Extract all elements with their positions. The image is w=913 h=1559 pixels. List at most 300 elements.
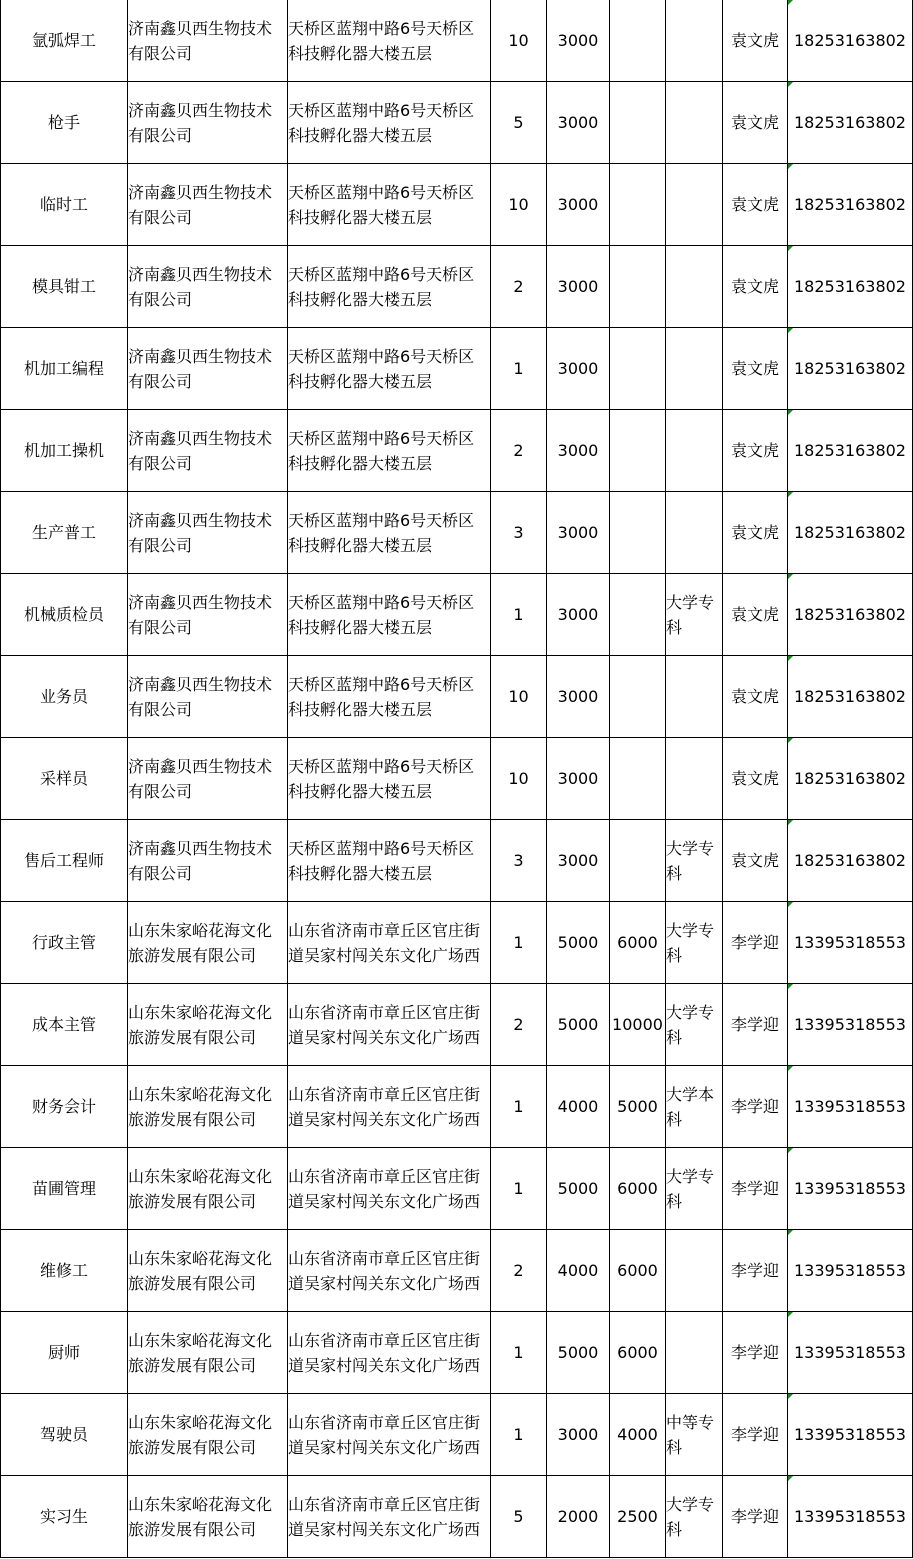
contact-cell[interactable] [723,820,788,902]
education-cell-text: 中等专科 [666,1412,715,1457]
headcount-cell-text: 3 [513,851,524,870]
contact-cell[interactable] [723,574,788,656]
headcount-cell[interactable] [491,1394,547,1476]
contact-cell[interactable] [723,902,788,984]
address-cell-text: 天桥区蓝翔中路6号天桥区科技孵化器大楼五层 [288,510,475,555]
salary-min-cell-text: 5000 [557,1343,599,1362]
address-cell-text: 天桥区蓝翔中路6号天桥区科技孵化器大楼五层 [288,100,475,145]
salary-min-cell[interactable] [547,410,610,492]
phone-cell-text: 18253163802 [794,687,906,706]
address-cell[interactable] [288,492,491,574]
salary-max-cell[interactable] [610,574,666,656]
phone-cell[interactable] [788,1312,913,1394]
position-cell[interactable] [1,656,128,738]
salary-min-cell-text: 5000 [557,1015,599,1034]
address-cell-text: 天桥区蓝翔中路6号天桥区科技孵化器大楼五层 [288,18,475,63]
salary-min-cell-text: 3000 [557,195,599,214]
position-cell[interactable] [1,1066,128,1148]
table-row [1,820,913,902]
salary-min-cell-text: 3000 [557,1425,599,1444]
salary-min-cell[interactable] [547,1394,610,1476]
salary-max-cell[interactable] [610,1148,666,1230]
table-row [1,1066,913,1148]
education-cell[interactable] [666,82,723,164]
salary-max-cell[interactable] [610,410,666,492]
salary-min-cell-text: 3000 [557,31,599,50]
salary-max-cell[interactable] [610,82,666,164]
address-cell-text: 天桥区蓝翔中路6号天桥区科技孵化器大楼五层 [288,756,475,801]
address-cell[interactable] [288,1312,491,1394]
salary-min-cell-text: 4000 [557,1097,599,1116]
contact-cell[interactable] [723,1394,788,1476]
address-cell[interactable] [288,738,491,820]
contact-cell-text: 李学迎 [730,1097,779,1116]
phone-cell-text: 13395318553 [794,933,906,952]
contact-cell-text: 李学迎 [730,933,779,952]
address-cell-text: 天桥区蓝翔中路6号天桥区科技孵化器大楼五层 [288,838,475,883]
phone-cell-text: 18253163802 [794,441,906,460]
salary-min-cell-text: 3000 [557,851,599,870]
position-cell-text: 成本主管 [31,1015,96,1034]
headcount-cell-text: 10 [508,687,529,706]
headcount-cell-text: 5 [513,1507,524,1526]
phone-cell[interactable] [788,574,913,656]
education-cell[interactable] [666,984,723,1066]
salary-min-cell[interactable] [547,738,610,820]
phone-cell-text: 13395318553 [794,1179,906,1198]
company-cell[interactable] [128,0,288,82]
address-cell-text: 山东省济南市章丘区官庄街道吴家村闯关东文化广场西 [288,1084,481,1129]
address-cell[interactable] [288,0,491,82]
company-cell-text: 山东朱家峪花海文化旅游发展有限公司 [128,1494,273,1539]
education-cell[interactable] [666,1066,723,1148]
salary-min-cell[interactable] [547,82,610,164]
salary-min-cell[interactable] [547,656,610,738]
position-cell-text: 机械质检员 [23,605,104,624]
salary-min-cell-text: 3000 [557,687,599,706]
salary-max-cell[interactable] [610,1476,666,1558]
phone-cell[interactable] [788,0,913,82]
position-cell[interactable] [1,1312,128,1394]
phone-cell-text: 13395318553 [794,1261,906,1280]
phone-cell[interactable] [788,1476,913,1558]
education-cell[interactable] [666,820,723,902]
company-cell[interactable] [128,1148,288,1230]
education-cell-text: 大学本科 [666,1084,715,1129]
headcount-cell-text: 1 [513,359,524,378]
position-cell[interactable] [1,1148,128,1230]
salary-min-cell[interactable] [547,328,610,410]
contact-cell-text: 袁文虎 [730,441,779,460]
position-cell[interactable] [1,1230,128,1312]
contact-cell[interactable] [723,410,788,492]
headcount-cell-text: 2 [513,1015,524,1034]
table-row [1,1312,913,1394]
phone-cell-text: 13395318553 [794,1015,906,1034]
position-cell[interactable] [1,1476,128,1558]
headcount-cell[interactable] [491,410,547,492]
headcount-cell[interactable] [491,902,547,984]
table-row [1,1476,913,1558]
contact-cell[interactable] [723,1476,788,1558]
headcount-cell-text: 1 [513,605,524,624]
company-cell-text: 山东朱家峪花海文化旅游发展有限公司 [128,1248,273,1293]
company-cell-text: 济南鑫贝西生物技术有限公司 [128,592,273,637]
salary-max-cell[interactable] [610,656,666,738]
headcount-cell[interactable] [491,1230,547,1312]
education-cell[interactable] [666,738,723,820]
address-cell[interactable] [288,1394,491,1476]
salary-min-cell[interactable] [547,1312,610,1394]
headcount-cell-text: 10 [508,195,529,214]
company-cell[interactable] [128,1230,288,1312]
address-cell[interactable] [288,82,491,164]
education-cell[interactable] [666,1476,723,1558]
table-row [1,246,913,328]
headcount-cell-text: 10 [508,31,529,50]
contact-cell[interactable] [723,492,788,574]
table-row [1,82,913,164]
position-cell[interactable] [1,984,128,1066]
address-cell-text: 山东省济南市章丘区官庄街道吴家村闯关东文化广场西 [288,1248,481,1293]
position-cell-text: 业务员 [39,687,88,706]
position-cell[interactable] [1,1394,128,1476]
salary-max-cell[interactable] [610,164,666,246]
phone-cell[interactable] [788,902,913,984]
position-cell-text: 财务会计 [31,1097,96,1116]
contact-cell-text: 李学迎 [730,1261,779,1280]
education-cell[interactable] [666,1230,723,1312]
company-cell-text: 济南鑫贝西生物技术有限公司 [128,264,273,309]
salary-max-cell[interactable] [610,246,666,328]
education-cell[interactable] [666,0,723,82]
salary-min-cell-text: 3000 [557,113,599,132]
phone-cell-text: 18253163802 [794,277,906,296]
salary-min-cell[interactable] [547,1230,610,1312]
address-cell[interactable] [288,1148,491,1230]
position-cell[interactable] [1,410,128,492]
company-cell[interactable] [128,984,288,1066]
salary-max-cell-text: 6000 [617,933,658,952]
phone-cell-text: 18253163802 [794,113,906,132]
education-cell-text: 大学专科 [666,1166,715,1211]
education-cell[interactable] [666,902,723,984]
salary-max-cell-text: 6000 [617,1179,658,1198]
contact-cell[interactable] [723,0,788,82]
education-cell[interactable] [666,410,723,492]
position-cell[interactable] [1,0,128,82]
contact-cell[interactable] [723,164,788,246]
phone-cell-text: 18253163802 [794,523,906,542]
contact-cell-text: 李学迎 [730,1425,779,1444]
position-cell-text: 厨师 [47,1343,80,1362]
phone-cell[interactable] [788,820,913,902]
table-row [1,164,913,246]
phone-cell[interactable] [788,738,913,820]
salary-max-cell-text: 6000 [617,1343,658,1362]
company-cell[interactable] [128,902,288,984]
contact-cell[interactable] [723,246,788,328]
position-cell-text: 维修工 [39,1261,88,1280]
education-cell[interactable] [666,1312,723,1394]
headcount-cell[interactable] [491,820,547,902]
headcount-cell-text: 1 [513,933,524,952]
position-cell-text: 生产普工 [31,523,96,542]
headcount-cell[interactable] [491,984,547,1066]
education-cell-text: 大学专科 [666,1494,715,1539]
contact-cell[interactable] [723,1066,788,1148]
company-cell[interactable] [128,1476,288,1558]
position-cell[interactable] [1,492,128,574]
position-cell-text: 临时工 [39,195,88,214]
contact-cell[interactable] [723,1230,788,1312]
education-cell-text: 大学专科 [666,1002,715,1047]
company-cell-text: 济南鑫贝西生物技术有限公司 [128,674,273,719]
company-cell[interactable] [128,656,288,738]
headcount-cell-text: 1 [513,1179,524,1198]
contact-cell-text: 李学迎 [730,1179,779,1198]
salary-min-cell-text: 4000 [557,1261,599,1280]
headcount-cell[interactable] [491,164,547,246]
education-cell[interactable] [666,492,723,574]
headcount-cell-text: 1 [513,1097,524,1116]
phone-cell[interactable] [788,82,913,164]
education-cell-text: 大学专科 [666,838,715,883]
company-cell[interactable] [128,328,288,410]
position-cell[interactable] [1,820,128,902]
salary-max-cell[interactable] [610,902,666,984]
phone-cell[interactable] [788,656,913,738]
salary-max-cell[interactable] [610,0,666,82]
address-cell[interactable] [288,246,491,328]
contact-cell-text: 李学迎 [730,1015,779,1034]
salary-max-cell[interactable] [610,984,666,1066]
education-cell[interactable] [666,1148,723,1230]
company-cell-text: 山东朱家峪花海文化旅游发展有限公司 [128,1166,273,1211]
position-cell-text: 模具钳工 [31,277,96,296]
phone-cell[interactable] [788,1394,913,1476]
headcount-cell[interactable] [491,0,547,82]
headcount-cell[interactable] [491,1148,547,1230]
table-row [1,492,913,574]
address-cell-text: 山东省济南市章丘区官庄街道吴家村闯关东文化广场西 [288,1002,481,1047]
salary-min-cell[interactable] [547,1066,610,1148]
address-cell[interactable] [288,328,491,410]
salary-min-cell[interactable] [547,164,610,246]
address-cell[interactable] [288,164,491,246]
phone-cell-text: 18253163802 [794,31,906,50]
contact-cell-text: 袁文虎 [730,195,779,214]
company-cell-text: 济南鑫贝西生物技术有限公司 [128,756,273,801]
phone-cell[interactable] [788,246,913,328]
salary-min-cell-text: 5000 [557,933,599,952]
salary-min-cell[interactable] [547,1476,610,1558]
phone-cell[interactable] [788,410,913,492]
table-row [1,328,913,410]
position-cell[interactable] [1,574,128,656]
salary-max-cell[interactable] [610,1312,666,1394]
company-cell[interactable] [128,410,288,492]
contact-cell-text: 袁文虎 [730,605,779,624]
headcount-cell[interactable] [491,1066,547,1148]
contact-cell-text: 袁文虎 [730,851,779,870]
company-cell[interactable] [128,738,288,820]
position-cell-text: 行政主管 [31,933,96,952]
education-cell[interactable] [666,656,723,738]
contact-cell-text: 袁文虎 [730,31,779,50]
salary-min-cell-text: 3000 [557,359,599,378]
address-cell-text: 山东省济南市章丘区官庄街道吴家村闯关东文化广场西 [288,1494,481,1539]
table-row [1,656,913,738]
contact-cell[interactable] [723,328,788,410]
address-cell-text: 山东省济南市章丘区官庄街道吴家村闯关东文化广场西 [288,1166,481,1211]
salary-max-cell[interactable] [610,328,666,410]
contact-cell[interactable] [723,738,788,820]
company-cell[interactable] [128,1394,288,1476]
address-cell-text: 天桥区蓝翔中路6号天桥区科技孵化器大楼五层 [288,428,475,473]
headcount-cell-text: 2 [513,277,524,296]
address-cell[interactable] [288,410,491,492]
contact-cell[interactable] [723,1312,788,1394]
company-cell[interactable] [128,1312,288,1394]
salary-min-cell[interactable] [547,492,610,574]
address-cell[interactable] [288,656,491,738]
position-cell-text: 氩弧焊工 [31,31,96,50]
company-cell-text: 山东朱家峪花海文化旅游发展有限公司 [128,920,273,965]
address-cell-text: 天桥区蓝翔中路6号天桥区科技孵化器大楼五层 [288,182,475,227]
salary-min-cell[interactable] [547,574,610,656]
headcount-cell[interactable] [491,246,547,328]
phone-cell-text: 13395318553 [794,1343,906,1362]
headcount-cell[interactable] [491,656,547,738]
company-cell-text: 山东朱家峪花海文化旅游发展有限公司 [128,1084,273,1129]
salary-max-cell-text: 5000 [617,1097,658,1116]
phone-cell[interactable] [788,1148,913,1230]
phone-cell-text: 13395318553 [794,1425,906,1444]
phone-cell-text: 18253163802 [794,605,906,624]
contact-cell[interactable] [723,984,788,1066]
headcount-cell-text: 2 [513,1261,524,1280]
headcount-cell[interactable] [491,1476,547,1558]
table-row [1,902,913,984]
education-cell[interactable] [666,164,723,246]
headcount-cell[interactable] [491,738,547,820]
salary-min-cell[interactable] [547,0,610,82]
salary-min-cell-text: 3000 [557,523,599,542]
headcount-cell-text: 1 [513,1343,524,1362]
position-cell[interactable] [1,738,128,820]
salary-min-cell[interactable] [547,246,610,328]
contact-cell[interactable] [723,82,788,164]
headcount-cell[interactable] [491,328,547,410]
salary-max-cell-text: 6000 [617,1261,658,1280]
company-cell[interactable] [128,164,288,246]
address-cell[interactable] [288,820,491,902]
address-cell-text: 天桥区蓝翔中路6号天桥区科技孵化器大楼五层 [288,264,475,309]
education-cell[interactable] [666,1394,723,1476]
address-cell[interactable] [288,1066,491,1148]
table-row [1,1148,913,1230]
address-cell-text: 山东省济南市章丘区官庄街道吴家村闯关东文化广场西 [288,1330,481,1375]
salary-max-cell[interactable] [610,1230,666,1312]
salary-min-cell-text: 3000 [557,277,599,296]
salary-min-cell[interactable] [547,902,610,984]
position-cell-text: 苗圃管理 [31,1179,96,1198]
phone-cell[interactable] [788,984,913,1066]
position-cell-text: 售后工程师 [23,851,104,870]
company-cell[interactable] [128,492,288,574]
company-cell[interactable] [128,82,288,164]
salary-min-cell[interactable] [547,1148,610,1230]
headcount-cell[interactable] [491,1312,547,1394]
salary-min-cell-text: 3000 [557,769,599,788]
headcount-cell[interactable] [491,574,547,656]
salary-max-cell[interactable] [610,1394,666,1476]
salary-max-cell[interactable] [610,738,666,820]
headcount-cell[interactable] [491,492,547,574]
headcount-cell-text: 5 [513,113,524,132]
headcount-cell[interactable] [491,82,547,164]
salary-max-cell[interactable] [610,1066,666,1148]
phone-cell[interactable] [788,328,913,410]
company-cell-text: 济南鑫贝西生物技术有限公司 [128,510,273,555]
phone-cell-text: 18253163802 [794,359,906,378]
education-cell[interactable] [666,246,723,328]
table-row [1,410,913,492]
address-cell[interactable] [288,574,491,656]
position-cell[interactable] [1,328,128,410]
phone-cell-text: 18253163802 [794,769,906,788]
phone-cell-text: 18253163802 [794,195,906,214]
salary-max-cell[interactable] [610,492,666,574]
salary-max-cell[interactable] [610,820,666,902]
position-cell[interactable] [1,902,128,984]
company-cell[interactable] [128,246,288,328]
phone-cell[interactable] [788,492,913,574]
contact-cell-text: 袁文虎 [730,523,779,542]
phone-cell[interactable] [788,164,913,246]
contact-cell[interactable] [723,1148,788,1230]
address-cell[interactable] [288,1476,491,1558]
salary-min-cell-text: 3000 [557,441,599,460]
address-cell[interactable] [288,984,491,1066]
company-cell[interactable] [128,574,288,656]
position-cell-text: 驾驶员 [39,1425,88,1444]
salary-min-cell[interactable] [547,820,610,902]
position-cell[interactable] [1,164,128,246]
address-cell[interactable] [288,1230,491,1312]
address-cell-text: 山东省济南市章丘区官庄街道吴家村闯关东文化广场西 [288,920,481,965]
phone-cell[interactable] [788,1066,913,1148]
table-row [1,984,913,1066]
position-cell[interactable] [1,82,128,164]
education-cell[interactable] [666,328,723,410]
salary-min-cell[interactable] [547,984,610,1066]
position-cell[interactable] [1,246,128,328]
table-body [1,0,913,1558]
contact-cell-text: 李学迎 [730,1507,779,1526]
contact-cell[interactable] [723,656,788,738]
education-cell[interactable] [666,574,723,656]
headcount-cell-text: 3 [513,523,524,542]
table-row [1,738,913,820]
company-cell[interactable] [128,1066,288,1148]
address-cell[interactable] [288,902,491,984]
address-cell-text: 天桥区蓝翔中路6号天桥区科技孵化器大楼五层 [288,592,475,637]
company-cell[interactable] [128,820,288,902]
position-cell-text: 机加工操机 [23,441,104,460]
phone-cell[interactable] [788,1230,913,1312]
